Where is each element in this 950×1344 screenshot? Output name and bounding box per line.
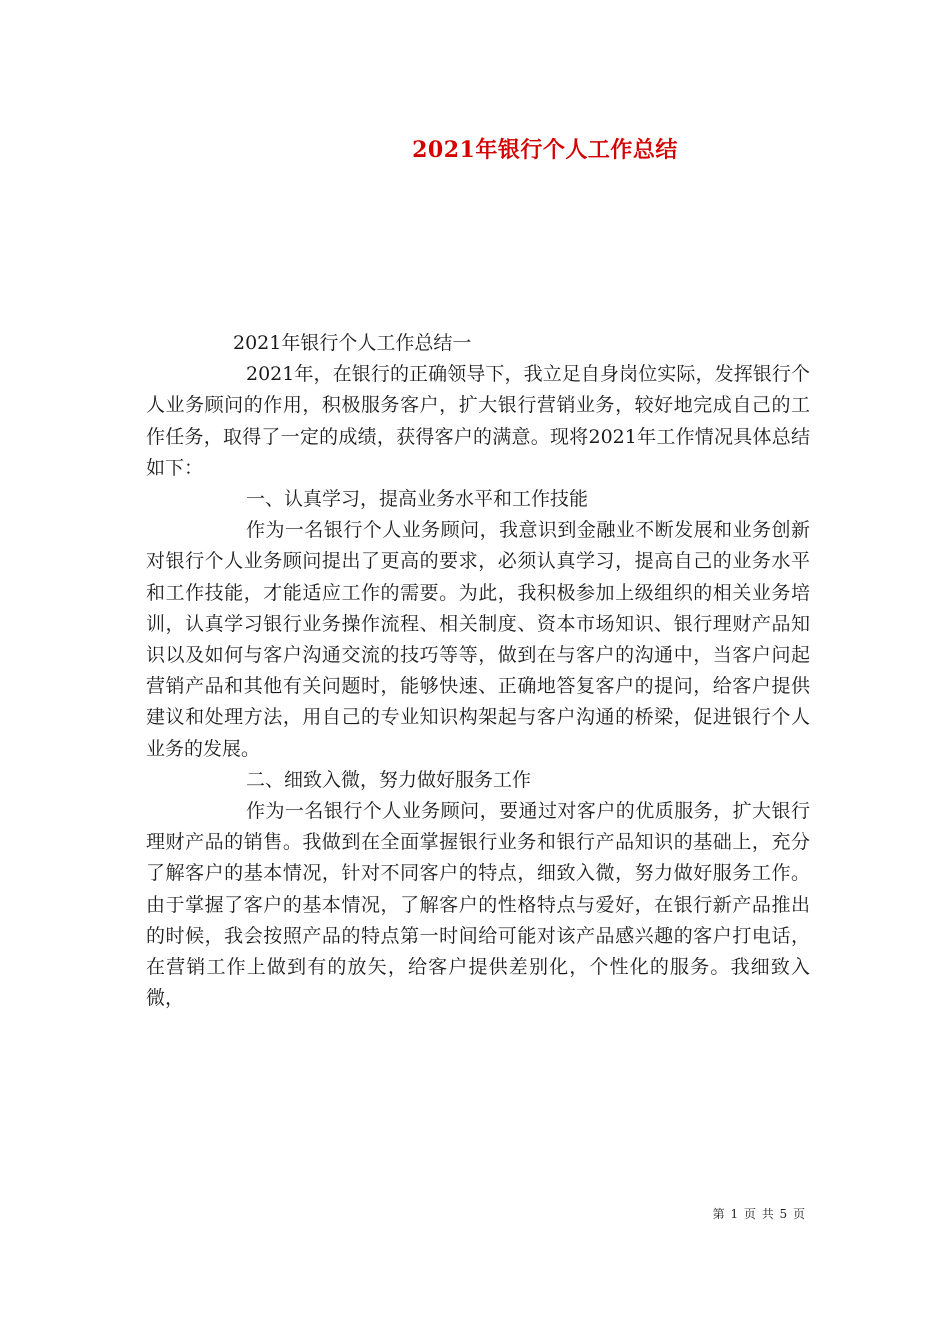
heading-section-2: 二、细致入微，努力做好服务工作 bbox=[246, 768, 532, 791]
paragraph-section-2: 作为一名银行个人业务顾问，要通过对客户的优质服务，扩大银行理财产品的销售。我做到在全面掌握银行业务和银行产品知识的基础上，充分了解客户的基本情况，针对不同客户的特点，细致入微，努力做好服务工作。由于掌握了客户的基本情况，了解客户的性格特点与爱好，在银行新产品推出的时候，我会按照产品的特点第一时间给可能对该产品感兴趣的客户打电话，在营销工作上做到有的放矢，给客户提供差别化，个性化的服务。我细致入微， bbox=[146, 800, 810, 1010]
paragraph-section-1: 作为一名银行个人业务顾问，我意识到金融业不断发展和业务创新对银行个人业务顾问提出了更高的要求，必须认真学习，提高自己的业务水平和工作技能，才能适应工作的需要。为此，我积极参加上级组织的相关业务培训，认真学习银行业务操作流程、相关制度、资本市场知识、银行理财产品知识以及如何与客户沟通交流的技巧等等，做到在与客户的沟通中，当客户问起营销产品和其他有关问题时，能够快速、正确地答复客户的提问，给客户提供建议和处理方法，用自己的专业知识构架起与客户沟通的桥梁，促进银行个人业务的发展。 bbox=[146, 519, 810, 760]
document-title: 2021年银行个人工作总结 bbox=[412, 137, 678, 163]
section-subtitle: 2021年银行个人工作总结一 bbox=[233, 332, 472, 354]
heading-section-1: 一、认真学习，提高业务水平和工作技能 bbox=[246, 488, 589, 511]
page-number-footer: 第 1 页 共 5 页 bbox=[712, 1207, 806, 1221]
paragraph-intro: 2021年，在银行的正确领导下，我立足自身岗位实际，发挥银行个人业务顾问的作用，积极服务客户，扩大银行营销业务，较好地完成自己的工作任务，取得了一定的成绩，获得客户的满意。现将2021年工作情况具体总结如下： bbox=[146, 363, 810, 479]
document-body bbox=[146, 328, 810, 1014]
